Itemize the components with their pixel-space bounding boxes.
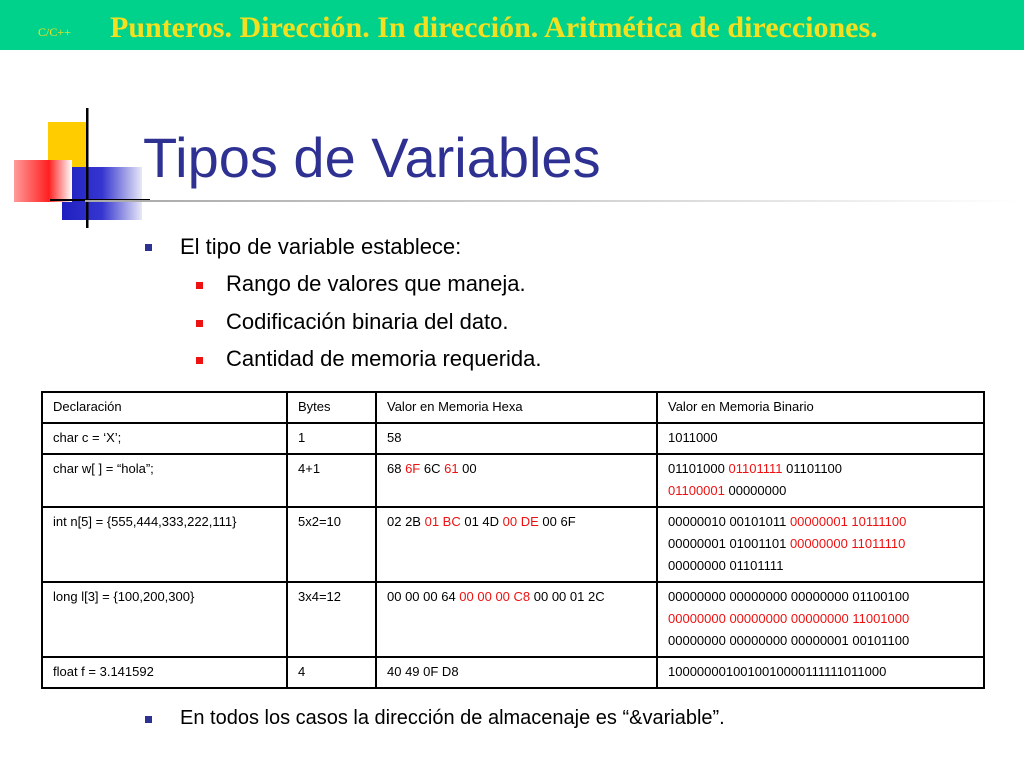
cell-declaration: char w[ ] = “hola”; bbox=[42, 454, 287, 507]
binary-segment: 00000000 00000000 00000001 00101100 bbox=[668, 633, 910, 648]
binary-segment: 00000010 00101011 bbox=[668, 514, 790, 529]
table-row bbox=[42, 423, 984, 454]
sub-bullet-memory: Cantidad de memoria requerida. bbox=[226, 346, 542, 371]
hex-segment: 40 49 0F D8 bbox=[387, 664, 459, 679]
binary-segment-highlighted: 01100001 bbox=[668, 483, 725, 498]
hex-segment-highlighted: 00 DE bbox=[502, 514, 539, 529]
cell-hex bbox=[376, 423, 657, 454]
hex-segment: 00 00 01 2C bbox=[530, 589, 605, 604]
slide-title: Tipos de Variables bbox=[143, 126, 601, 189]
binary-segment: 00000001 01001101 bbox=[668, 536, 790, 551]
table-row bbox=[42, 454, 984, 507]
sub-bullet-square-icon bbox=[196, 320, 203, 327]
cell-hex bbox=[376, 454, 657, 507]
cell-bytes: 3x4=12 bbox=[287, 582, 376, 657]
hex-segment-highlighted: 61 bbox=[444, 461, 459, 476]
binary-line bbox=[668, 427, 975, 449]
binary-line bbox=[668, 661, 975, 683]
header-binary: Valor en Memoria Binario bbox=[657, 392, 984, 423]
binary-line bbox=[668, 555, 975, 577]
binary-line bbox=[668, 533, 975, 555]
hex-segment-highlighted: 00 00 00 C8 bbox=[459, 589, 531, 604]
banner-tag: C/C++ bbox=[38, 25, 71, 39]
cell-declaration: int n[5] = {555,444,333,222,111} bbox=[42, 507, 287, 582]
cell-binary bbox=[657, 507, 984, 582]
cell-bytes: 5x2=10 bbox=[287, 507, 376, 582]
decorative-squares-logo bbox=[10, 105, 150, 230]
red-square bbox=[14, 160, 72, 202]
cell-hex bbox=[376, 507, 657, 582]
cell-binary bbox=[657, 423, 984, 454]
header-banner bbox=[0, 0, 1024, 50]
hex-segment: 58 bbox=[387, 430, 402, 445]
hex-segment: 01 4D bbox=[460, 514, 503, 529]
blue-square bbox=[62, 167, 142, 220]
table-row bbox=[42, 582, 984, 657]
title-divider bbox=[85, 200, 1024, 202]
header-declaration: Declaración bbox=[42, 392, 287, 423]
bullet-square-icon bbox=[145, 244, 152, 251]
sub-bullet-encoding: Codificación binaria del dato. bbox=[226, 309, 509, 334]
table-row bbox=[42, 657, 984, 688]
binary-segment-highlighted: 00000000 11011110 bbox=[789, 536, 906, 551]
table-header-row bbox=[42, 392, 984, 423]
sub-bullet-square-icon bbox=[196, 357, 203, 364]
binary-segment-highlighted: 00000000 00000000 00000000 11001000 bbox=[668, 611, 910, 626]
binary-segment: 00000000 01101111 bbox=[668, 558, 784, 573]
hex-segment: 00 00 00 64 bbox=[387, 589, 460, 604]
banner-title: Punteros. Dirección. In dirección. Aritmética de direcciones. bbox=[110, 11, 878, 44]
cell-hex bbox=[376, 582, 657, 657]
cell-binary bbox=[657, 582, 984, 657]
binary-segment: 00000000 00000000 00000000 01100100 bbox=[668, 589, 910, 604]
hex-segment: 00 bbox=[458, 461, 477, 476]
variable-types-table bbox=[41, 391, 985, 689]
binary-line bbox=[668, 458, 975, 480]
hex-segment-highlighted: 6F bbox=[405, 461, 421, 476]
hex-segment: 02 2B bbox=[387, 514, 425, 529]
cell-bytes: 1 bbox=[287, 423, 376, 454]
cell-bytes: 4 bbox=[287, 657, 376, 688]
cell-declaration: char c = ‘X’; bbox=[42, 423, 287, 454]
table-row bbox=[42, 507, 984, 582]
cell-declaration: long l[3] = {100,200,300} bbox=[42, 582, 287, 657]
cell-hex bbox=[376, 657, 657, 688]
binary-line bbox=[668, 608, 975, 630]
sub-bullet-range: Rango de valores que maneja. bbox=[226, 271, 526, 296]
bullet-footer: En todos los casos la dirección de almacenaje es “&variable”. bbox=[180, 707, 725, 729]
binary-segment: 01101000 bbox=[668, 461, 729, 476]
binary-segment: 00000000 bbox=[724, 483, 787, 498]
binary-segment: 1011000 bbox=[668, 430, 718, 445]
bullet-intro: El tipo de variable establece: bbox=[180, 234, 462, 259]
binary-segment: 01101100 bbox=[782, 461, 843, 476]
header-bytes: Bytes bbox=[287, 392, 376, 423]
cell-binary bbox=[657, 454, 984, 507]
binary-segment-highlighted: 01101111 bbox=[728, 461, 783, 476]
hex-segment-highlighted: 01 BC bbox=[424, 514, 461, 529]
binary-line bbox=[668, 511, 975, 533]
binary-line bbox=[668, 630, 975, 652]
logo-vertical-line bbox=[86, 108, 89, 228]
binary-segment: 1000000010010010000111111011000 bbox=[668, 664, 887, 679]
hex-segment: 68 bbox=[387, 461, 406, 476]
hex-segment: 6C bbox=[420, 461, 445, 476]
cell-bytes: 4+1 bbox=[287, 454, 376, 507]
binary-segment-highlighted: 00000001 10111100 bbox=[789, 514, 907, 529]
sub-bullet-square-icon bbox=[196, 282, 203, 289]
header-hex: Valor en Memoria Hexa bbox=[376, 392, 657, 423]
bullet-square-icon bbox=[145, 716, 152, 723]
cell-declaration: float f = 3.141592 bbox=[42, 657, 287, 688]
cell-binary bbox=[657, 657, 984, 688]
hex-segment: 00 6F bbox=[538, 514, 576, 529]
binary-line bbox=[668, 480, 975, 502]
binary-line bbox=[668, 586, 975, 608]
